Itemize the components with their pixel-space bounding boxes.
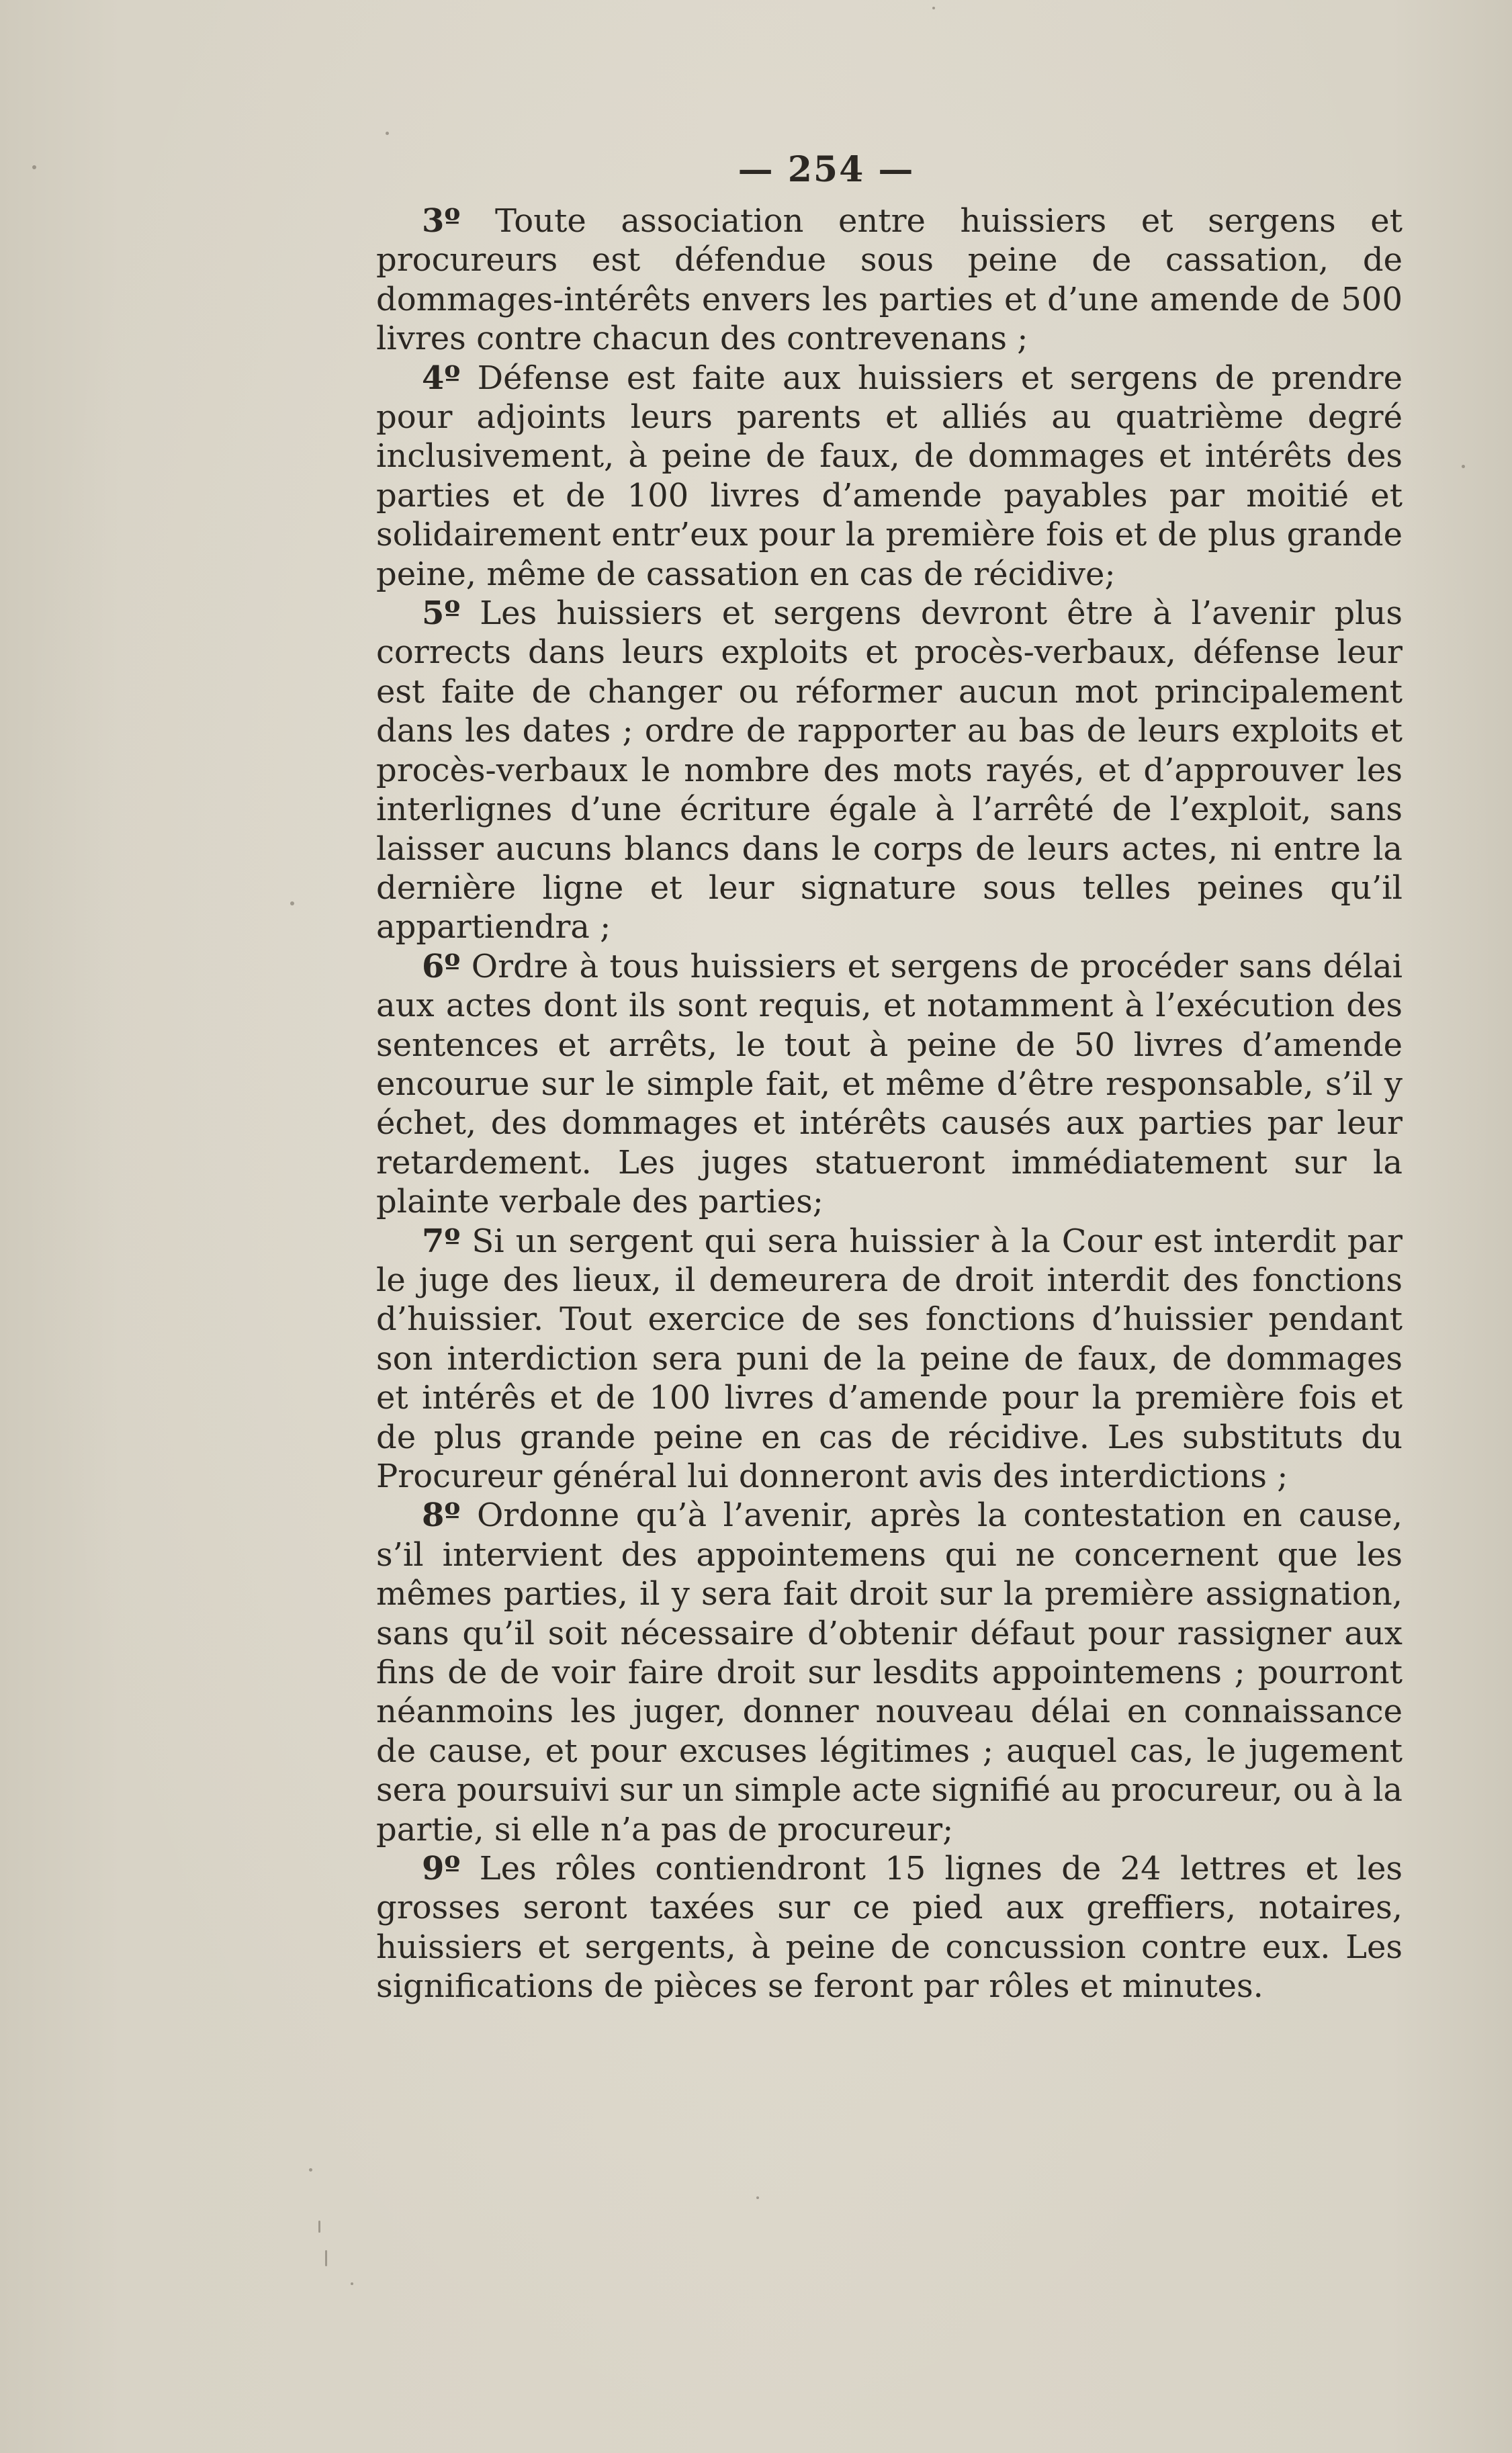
- paragraph-text: Si un sergent qui sera huissier à la Cour est interdit par le juge des lieux, il demeurera de droit interdit des fonctions d’huissier. Tout exercice de ses fonctions d’huissier pendant son interdiction sera puni de la peine de faux, de dommages et intérês et de 100 livres d’amende pour la première fois et de plus grande peine en cas de récidive. Les substituts du Procureur général lui donneront avis des interdictions ;: [376, 1222, 1403, 1495]
- paragraph-text: Défense est faite aux huissiers et sergens de prendre pour adjoints leurs parents et alliés au quatrième degré inclusivement, à peine de faux, de dommages et intérêts des parties et de 100 livres d’amende payables par moitié et solidairement entr’eux pour la première fois et de plus grande peine, même de cassation en cas de récidive;: [376, 359, 1403, 593]
- paper-speck: [309, 2168, 312, 2172]
- paragraph-number: 6º: [422, 947, 461, 985]
- paragraph-text: Ordre à tous huissiers et sergens de procéder sans délai aux actes dont ils sont requis, et notamment à l’exécution des sentences et arrêts, le tout à peine de 50 livres d’amende encourue sur le simple fait, et même d’être responsable, s’il y échet, des dommages et intérêts causés aux parties par leur retardement. Les juges statueront immédiatement sur la plainte verbale des parties;: [376, 947, 1403, 1221]
- paper-speck: [32, 165, 36, 169]
- paragraph-7: [376, 1222, 1403, 1497]
- paragraph-3: [376, 202, 1403, 359]
- paper-speck: [756, 2196, 759, 2199]
- paragraph-6: [376, 947, 1403, 1222]
- paper-speck: [351, 2282, 353, 2285]
- paper-speck: [1462, 465, 1465, 468]
- paragraph-9: [376, 1849, 1403, 2006]
- paper-speck: [290, 901, 294, 905]
- page-number: — 254 —: [738, 149, 915, 190]
- paper-speck: [325, 2250, 327, 2266]
- paragraph-text: Toute association entre huissiers et sergens et procureurs est défendue sous peine de cassation, de dommages-intérêts envers les parties et d’une amende de 500 livres contre chacun des contrevenans ;: [376, 202, 1403, 358]
- paragraph-text: Ordonne qu’à l’avenir, après la contestation en cause, s’il intervient des appointemens qui ne concernent que les mêmes parties, il y sera fait droit sur la première assignation, sans qu’il soit nécessaire d’obtenir défaut pour rassigner aux fins de de voir faire droit sur lesdits appointemens ; pourront néanmoins les juger, donner nouveau délai en connaissance de cause, et pour excuses légitimes ; auquel cas, le jugement sera poursuivi sur un simple acte signifié au procureur, ou à la partie, si elle n’a pas de procureur;: [376, 1497, 1403, 1848]
- paragraph-text: Les rôles contiendront 15 lignes de 24 lettres et les grosses seront taxées sur ce pied aux greffiers, notaires, huissiers et sergents, à peine de concussion contre eux. Les significations de pièces se feront par rôles et minutes.: [376, 1850, 1403, 2006]
- paper-speck: [318, 2221, 320, 2233]
- paragraph-number: 3º: [422, 202, 461, 240]
- paragraph-number: 7º: [422, 1222, 461, 1260]
- paragraph-number: 8º: [422, 1497, 461, 1535]
- paper-speck: [386, 132, 389, 135]
- paragraph-8: [376, 1496, 1403, 1849]
- body-text: [376, 202, 1403, 2006]
- paragraph-number: 4º: [422, 359, 461, 397]
- paragraph-5: [376, 594, 1403, 947]
- paragraph-text: Les huissiers et sergens devront être à l’avenir plus corrects dans leurs exploits et procès-verbaux, défense leur est faite de changer ou réformer aucun mot principalement dans les dates ; ordre de rapporter au bas de leurs exploits et procès-verbaux le nombre des mots rayés, et d’approuver les interlignes d’une écriture égale à l’arrêté de l’exploit, sans laisser aucuns blancs dans le corps de leurs actes, ni entre la dernière ligne et leur signature sous telles peines qu’il appartiendra ;: [376, 594, 1403, 946]
- paragraph-number: 9º: [422, 1850, 461, 1888]
- paper-speck: [932, 7, 935, 9]
- paragraph-4: [376, 359, 1403, 594]
- paragraph-number: 5º: [422, 594, 461, 633]
